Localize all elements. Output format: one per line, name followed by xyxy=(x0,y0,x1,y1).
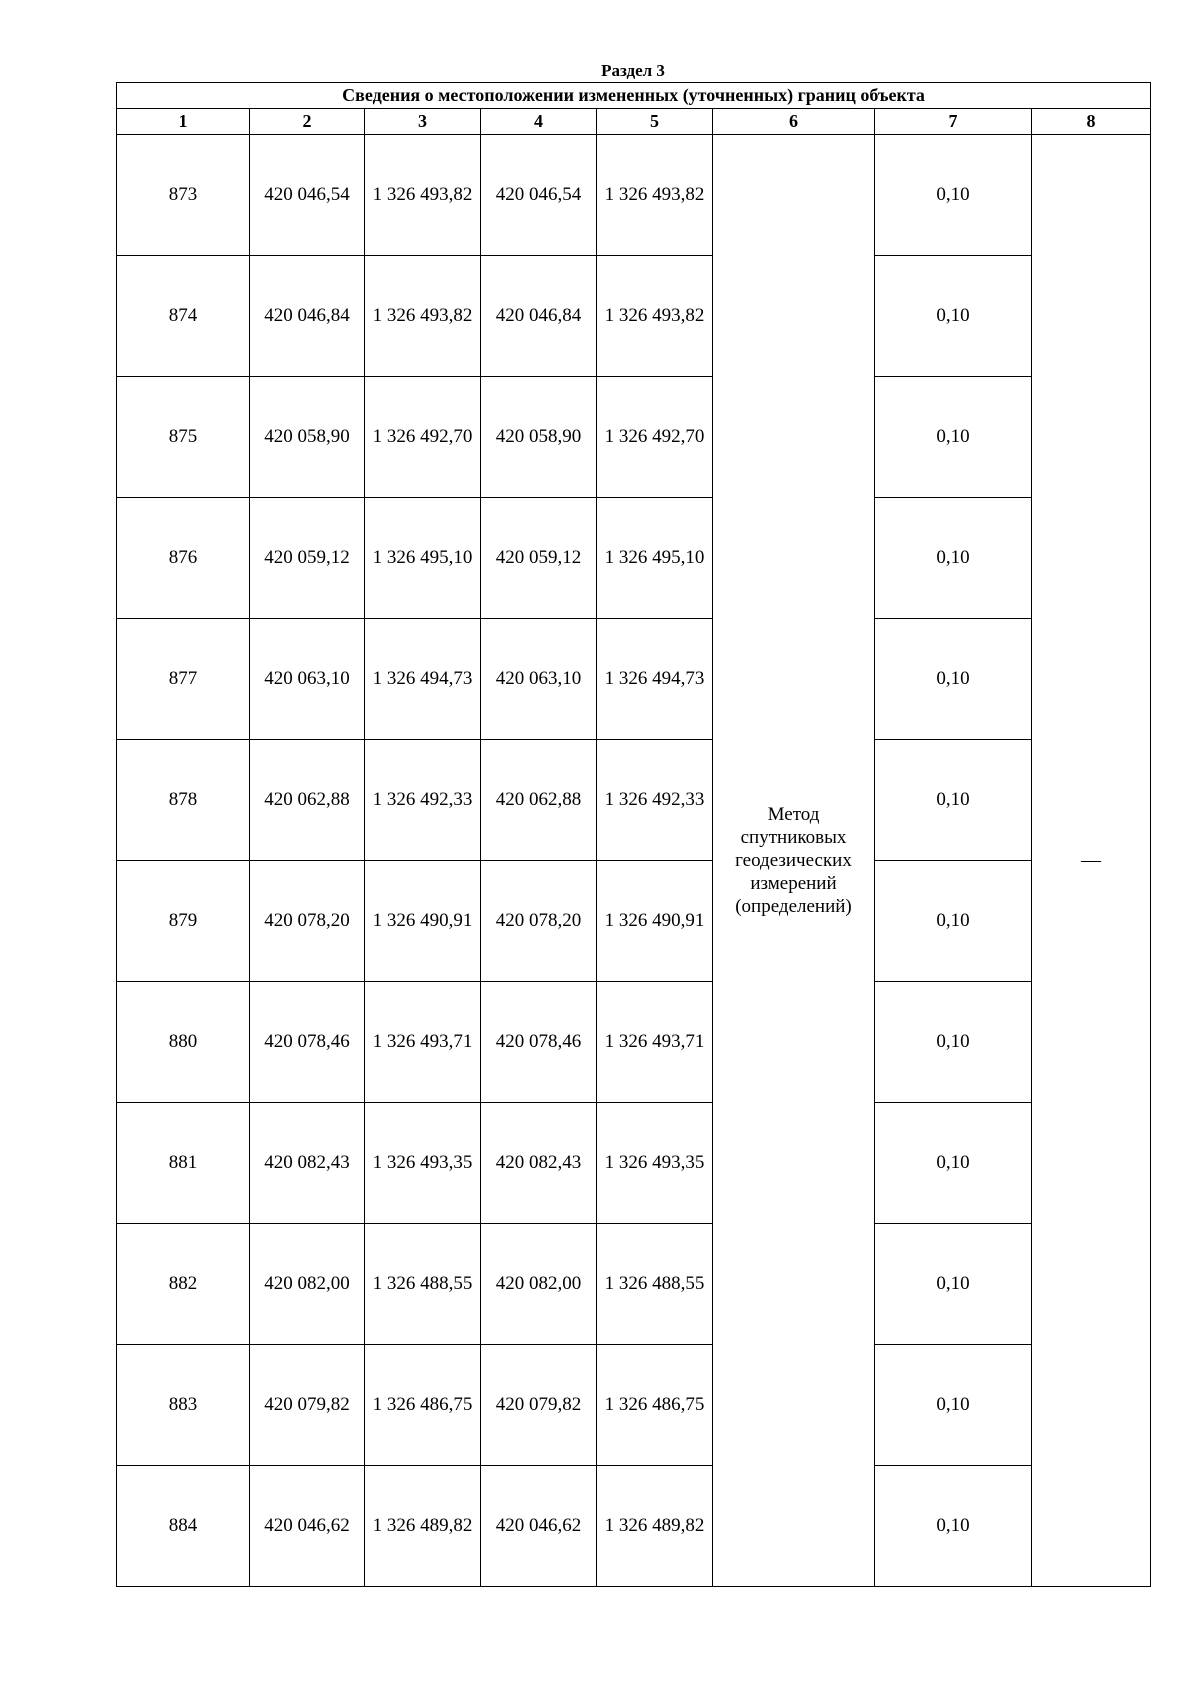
new-x-cell: 420 059,12 xyxy=(481,498,597,619)
existing-y-cell: 1 326 494,73 xyxy=(365,619,481,740)
accuracy-cell: 0,10 xyxy=(875,740,1032,861)
new-y-cell: 1 326 492,33 xyxy=(597,740,713,861)
new-y-cell: 1 326 489,82 xyxy=(597,1466,713,1587)
existing-x-cell: 420 082,43 xyxy=(250,1103,365,1224)
accuracy-cell: 0,10 xyxy=(875,256,1032,377)
new-y-cell: 1 326 493,35 xyxy=(597,1103,713,1224)
new-x-cell: 420 078,20 xyxy=(481,861,597,982)
column-number-3: 3 xyxy=(365,109,481,135)
existing-y-cell: 1 326 486,75 xyxy=(365,1345,481,1466)
accuracy-cell: 0,10 xyxy=(875,377,1032,498)
table-row xyxy=(117,740,1151,861)
boundary-table xyxy=(116,82,1151,1587)
existing-x-cell: 420 078,46 xyxy=(250,982,365,1103)
accuracy-cell: 0,10 xyxy=(875,619,1032,740)
new-y-cell: 1 326 495,10 xyxy=(597,498,713,619)
table-row xyxy=(117,256,1151,377)
column-numbers-row xyxy=(117,109,1151,135)
new-y-cell: 1 326 492,70 xyxy=(597,377,713,498)
new-y-cell: 1 326 494,73 xyxy=(597,619,713,740)
new-y-cell: 1 326 490,91 xyxy=(597,861,713,982)
point-number-cell: 882 xyxy=(117,1224,250,1345)
point-number-cell: 874 xyxy=(117,256,250,377)
existing-x-cell: 420 046,54 xyxy=(250,135,365,256)
existing-x-cell: 420 059,12 xyxy=(250,498,365,619)
new-x-cell: 420 046,54 xyxy=(481,135,597,256)
table-row xyxy=(117,135,1151,256)
table-caption-row xyxy=(117,83,1151,109)
accuracy-cell: 0,10 xyxy=(875,982,1032,1103)
new-x-cell: 420 082,43 xyxy=(481,1103,597,1224)
new-y-cell: 1 326 493,71 xyxy=(597,982,713,1103)
point-number-cell: 881 xyxy=(117,1103,250,1224)
existing-y-cell: 1 326 493,82 xyxy=(365,135,481,256)
existing-y-cell: 1 326 492,70 xyxy=(365,377,481,498)
existing-x-cell: 420 079,82 xyxy=(250,1345,365,1466)
accuracy-cell: 0,10 xyxy=(875,861,1032,982)
point-number-cell: 873 xyxy=(117,135,250,256)
existing-y-cell: 1 326 493,35 xyxy=(365,1103,481,1224)
point-number-cell: 876 xyxy=(117,498,250,619)
column-number-2: 2 xyxy=(250,109,365,135)
new-x-cell: 420 082,00 xyxy=(481,1224,597,1345)
new-y-cell: 1 326 493,82 xyxy=(597,256,713,377)
point-number-cell: 883 xyxy=(117,1345,250,1466)
table-row xyxy=(117,619,1151,740)
table-row xyxy=(117,1345,1151,1466)
point-number-cell: 879 xyxy=(117,861,250,982)
column-number-1: 1 xyxy=(117,109,250,135)
column-number-5: 5 xyxy=(597,109,713,135)
table-row xyxy=(117,1224,1151,1345)
point-number-cell: 884 xyxy=(117,1466,250,1587)
existing-x-cell: 420 063,10 xyxy=(250,619,365,740)
accuracy-cell: 0,10 xyxy=(875,1224,1032,1345)
accuracy-cell: 0,10 xyxy=(875,135,1032,256)
new-y-cell: 1 326 486,75 xyxy=(597,1345,713,1466)
existing-y-cell: 1 326 488,55 xyxy=(365,1224,481,1345)
point-number-cell: 877 xyxy=(117,619,250,740)
section-title: Раздел 3 xyxy=(601,61,665,80)
point-number-cell: 878 xyxy=(117,740,250,861)
existing-y-cell: 1 326 490,91 xyxy=(365,861,481,982)
method-cell: Метод спутниковых геодезических измерений (определений) xyxy=(713,135,875,1587)
new-y-cell: 1 326 493,82 xyxy=(597,135,713,256)
existing-x-cell: 420 046,84 xyxy=(250,256,365,377)
table-row xyxy=(117,377,1151,498)
column8-cell: — xyxy=(1032,135,1151,1587)
column-number-6: 6 xyxy=(713,109,875,135)
table-caption: Сведения о местоположении измененных (уточненных) границ объекта xyxy=(117,83,1151,109)
existing-x-cell: 420 082,00 xyxy=(250,1224,365,1345)
new-x-cell: 420 078,46 xyxy=(481,982,597,1103)
accuracy-cell: 0,10 xyxy=(875,498,1032,619)
new-y-cell: 1 326 488,55 xyxy=(597,1224,713,1345)
existing-y-cell: 1 326 493,82 xyxy=(365,256,481,377)
existing-y-cell: 1 326 489,82 xyxy=(365,1466,481,1587)
accuracy-cell: 0,10 xyxy=(875,1345,1032,1466)
table-row xyxy=(117,498,1151,619)
table-row xyxy=(117,861,1151,982)
existing-y-cell: 1 326 492,33 xyxy=(365,740,481,861)
existing-x-cell: 420 062,88 xyxy=(250,740,365,861)
accuracy-cell: 0,10 xyxy=(875,1466,1032,1587)
table-row xyxy=(117,1103,1151,1224)
table-row xyxy=(117,1466,1151,1587)
new-x-cell: 420 062,88 xyxy=(481,740,597,861)
column-number-8: 8 xyxy=(1032,109,1151,135)
column-number-4: 4 xyxy=(481,109,597,135)
table-row xyxy=(117,982,1151,1103)
new-x-cell: 420 058,90 xyxy=(481,377,597,498)
point-number-cell: 875 xyxy=(117,377,250,498)
existing-y-cell: 1 326 493,71 xyxy=(365,982,481,1103)
existing-x-cell: 420 078,20 xyxy=(250,861,365,982)
new-x-cell: 420 046,62 xyxy=(481,1466,597,1587)
existing-x-cell: 420 058,90 xyxy=(250,377,365,498)
new-x-cell: 420 079,82 xyxy=(481,1345,597,1466)
existing-x-cell: 420 046,62 xyxy=(250,1466,365,1587)
existing-y-cell: 1 326 495,10 xyxy=(365,498,481,619)
point-number-cell: 880 xyxy=(117,982,250,1103)
accuracy-cell: 0,10 xyxy=(875,1103,1032,1224)
column-number-7: 7 xyxy=(875,109,1032,135)
new-x-cell: 420 046,84 xyxy=(481,256,597,377)
new-x-cell: 420 063,10 xyxy=(481,619,597,740)
